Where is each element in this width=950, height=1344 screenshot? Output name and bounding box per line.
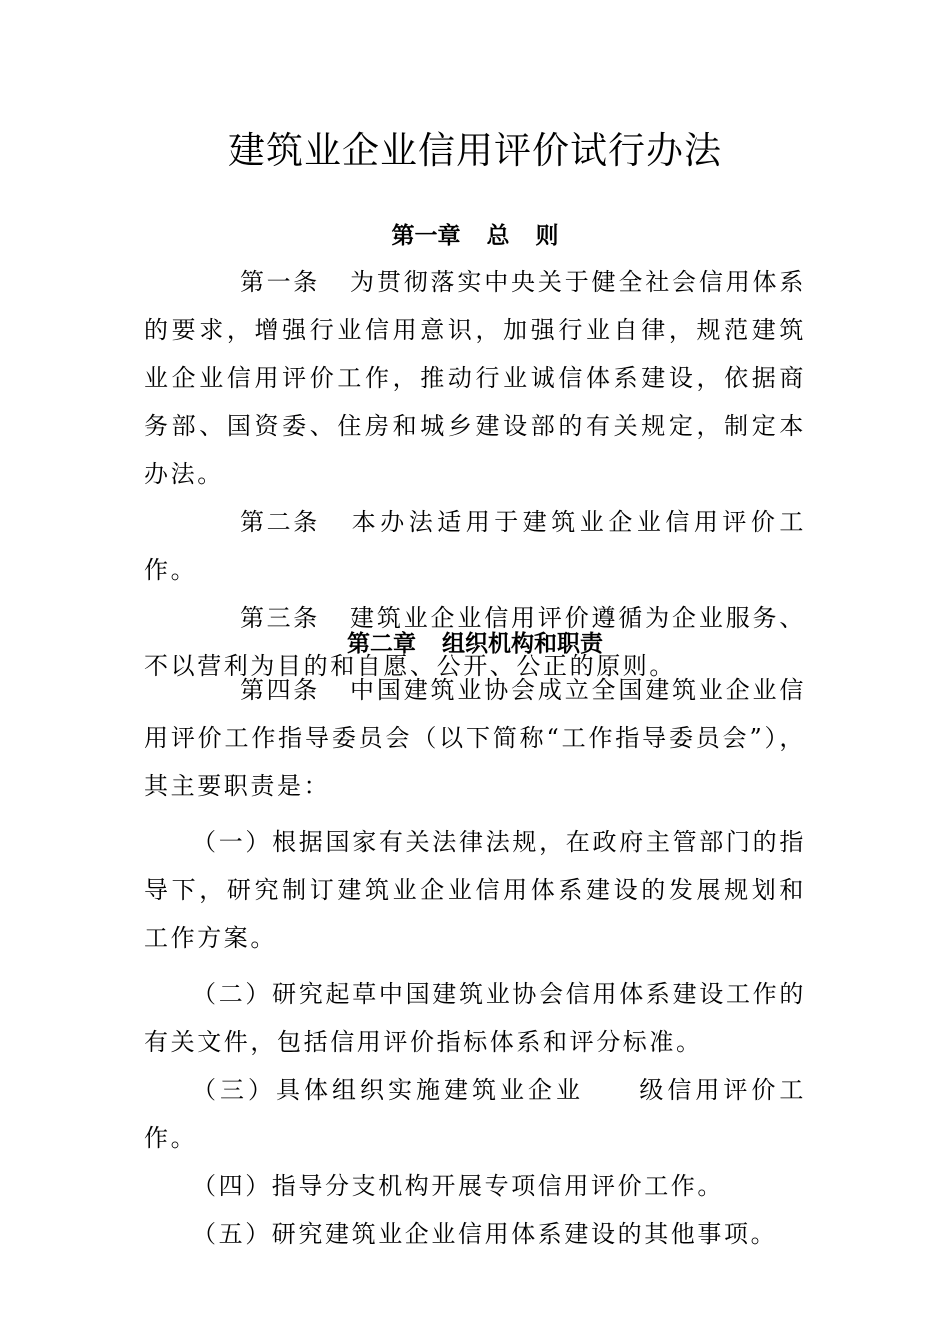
duty-item-3 (144, 1066, 806, 1162)
duty-item-2: （二）研究起草中国建筑业协会信用体系建设工作的有关文件，包括信用评价指标体系和评分标准。 (144, 980, 806, 1056)
chapter-2-heading (0, 628, 950, 660)
chapter-1-number: 第一章 (391, 223, 461, 249)
chapter-1-title-part-1: 总 (486, 223, 510, 249)
chapter-1-heading (0, 220, 950, 252)
duty-item-5: （五）研究建筑业企业信用体系建设的其他事项。 (192, 1220, 778, 1248)
article-1 (144, 258, 806, 498)
article-4-text: 中国建筑业协会成立全国建筑业企业信用评价工作指导委员会（以下简称“工作指导委员会”），其主要职责是： (144, 676, 806, 800)
chapter-2-number: 第二章 (347, 631, 416, 657)
duty-item-1: （一）根据国家有关法律法规，在政府主管部门的指导下，研究制订建筑业企业信用体系建设的发展规划和工作方案。 (144, 828, 806, 952)
chapter-2-title: 组织机构和职责 (442, 631, 603, 657)
article-2 (144, 498, 806, 594)
article-3-label: 第三条 (240, 604, 320, 632)
document-title: 建筑业企业信用评价试行办法 (228, 129, 722, 172)
chapter-1-title-part-2: 则 (535, 223, 559, 249)
chapter-1-body (144, 258, 806, 690)
article-4 (144, 666, 806, 810)
duty-item-3-part-1: （三）具体组织实施建筑业企业 (192, 1076, 584, 1104)
article-3-text: 建筑业企业信用评价遵循为企业服务、不以营利为目的和自愿、公开、公正的原则。 (144, 604, 806, 680)
article-2-label: 第二条 (240, 508, 320, 536)
chapter-2-body (144, 666, 806, 1258)
article-2-text: 本办法适用于建筑业企业信用评价工作。 (144, 508, 806, 584)
article-1-text: 为贯彻落实中央关于健全社会信用体系的要求，增强行业信用意识，加强行业自律，规范建筑业企业信用评价工作，推动行业诚信体系建设，依据商务部、国资委、住房和城乡建设部的有关规定，制定本办法。 (144, 268, 806, 488)
duty-item-4: （四）指导分支机构开展专项信用评价工作。 (192, 1172, 724, 1200)
duty-item-3-part-2: 级信用评价工作。 (144, 1076, 806, 1152)
article-4-label: 第四条 (240, 676, 320, 704)
article-1-label: 第一条 (240, 268, 320, 296)
